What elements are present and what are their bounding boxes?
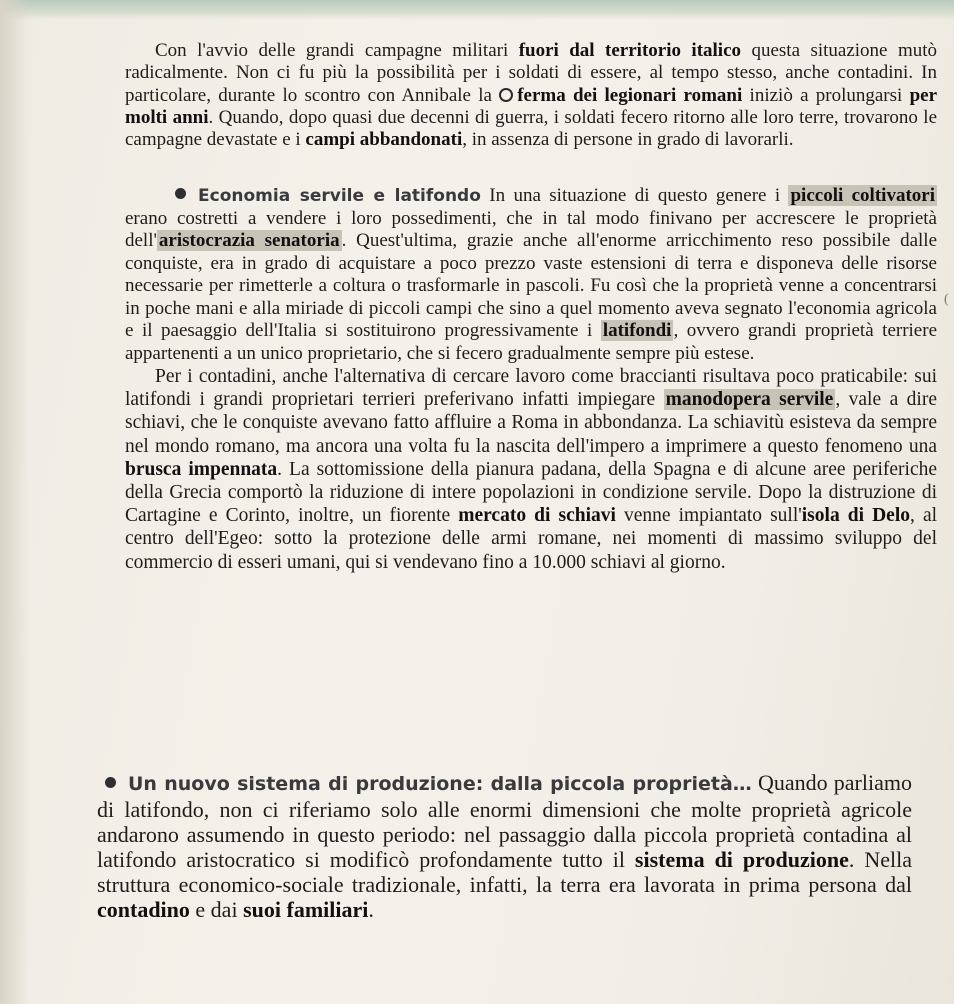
bold-term: campi abbandonati xyxy=(305,129,463,151)
text-run: , al centro dell'Egeo: sotto la protezione delle armi romane, nei momenti di massimo sviluppo del commercio di esseri umani, qui si vendevano fino a 10.000 schiavi al giorno. xyxy=(125,505,938,573)
bold-term: fuori dal territorio italico xyxy=(518,40,742,61)
highlighted-term: manodopera servile xyxy=(665,389,834,411)
section-heading: Economia servile e latifondo xyxy=(198,186,481,206)
bold-term: ferma dei legionari romani xyxy=(517,84,743,106)
paragraph-military-campaigns xyxy=(125,40,937,151)
text-run: venne impiantato sull' xyxy=(615,505,802,527)
circle-marker-icon xyxy=(499,88,513,102)
bold-term: sistema di produzione xyxy=(634,847,849,872)
bold-term: contadino xyxy=(97,897,190,922)
highlighted-term: latifondi xyxy=(602,320,672,341)
text-run: Quando parliamo di latifondo, non ci riferiamo solo alle enormi dimensioni che molte proprietà agricole andarono assumendo in questo periodo: nel passaggio dalla piccola proprietà contadina al latifondo aristocratico si modificò profondamente tutto il xyxy=(97,770,912,872)
text-run: . Nella struttura economico-sociale tradizionale, infatti, la terra era lavorata in prima persona dal xyxy=(97,847,912,897)
bold-term: suoi familiari xyxy=(243,897,369,922)
bullet-dot-icon xyxy=(175,188,186,199)
text-run: iniziò a prolungarsi xyxy=(742,84,910,106)
text-run: Per i contadini, anche l'alternativa di cercare lavoro come braccianti risultava poco praticabile: sui latifondi i grandi proprietari terrieri preferivano infatti impiegare xyxy=(125,366,937,411)
margin-mark: ( xyxy=(944,292,949,307)
text-run: . La sottomissione della pianura padana, della Spagna e di alcune aree periferiche della Grecia comportò la riduzione di intere popolazioni in condizione servile. Dopo la distruzione di Cartagine e Corinto, inoltre, un fiorente xyxy=(125,458,938,527)
text-run: Con l'avvio delle grandi campagne militari xyxy=(155,40,519,61)
highlighted-term: aristocrazia senatoria xyxy=(158,230,340,251)
text-run: . xyxy=(368,897,374,922)
section-economia-servile xyxy=(125,185,937,574)
paragraph-manodopera-servile xyxy=(125,365,937,574)
text-run: . Quest'ultima, grazie anche all'enorme arricchimento reso possibile dalle conquiste, era in grado di acquistare a poco prezzo vaste estensioni di terra e disponeva delle risorse necessarie per rimetterle a coltura o trasformarle in pascoli. Fu così che la proprietà venne a concentrarsi in poche mani e alla miriade di piccoli campi che sino a quel momento aveva segnato l'economia agricola e il paesaggio dell'Italia si sostituirono progressivamente i xyxy=(125,230,937,341)
page-left-shadow xyxy=(0,0,30,1004)
text-run: . Quando, dopo quasi due decenni di guerra, i soldati fecero ritorno alle loro terre, trovarono le campagne devastate e i xyxy=(125,106,937,151)
paragraph-nuovo-sistema xyxy=(97,770,912,922)
text-run: In una situazione di questo genere i xyxy=(480,185,789,206)
bold-term: isola di Delo xyxy=(801,505,910,527)
bullet-dot-icon xyxy=(105,777,116,788)
highlighted-term: piccoli coltivatori xyxy=(790,185,935,206)
bold-term: per molti anni xyxy=(125,84,937,128)
paragraph-economia-servile xyxy=(125,185,937,365)
page-top-edge xyxy=(0,0,954,20)
text-run: e dai xyxy=(189,897,244,922)
section-heading: Un nuovo sistema di produzione: dalla piccola proprietà… xyxy=(128,773,752,795)
text-run: , ovvero grandi proprietà terriere appartenenti a un unico proprietario, che si fecero gradualmente sempre più estese. xyxy=(125,320,938,364)
bold-term: mercato di schiavi xyxy=(458,505,616,527)
bold-term: brusca impennata xyxy=(125,458,278,480)
text-run: , in assenza di persone in grado di lavorarli. xyxy=(462,129,794,151)
text-run: erano costretti a vendere i loro possedimenti, che in tal modo finivano per accrescere le proprietà dell' xyxy=(125,207,937,251)
text-run: , vale a dire schiavi, che le conquiste avevano fatto affluire a Roma in abbondanza. La schiavitù esisteva da sempre nel mondo romano, ma ancora una volta fu la nascita dell'impero a imprimere a questo fenomeno una xyxy=(125,389,937,457)
text-run: questa situazione mutò radicalmente. Non ci fu più la possibilità per i soldati di essere, al tempo stesso, anche contadini. In particolare, durante lo scontro con Annibale la xyxy=(125,40,937,106)
